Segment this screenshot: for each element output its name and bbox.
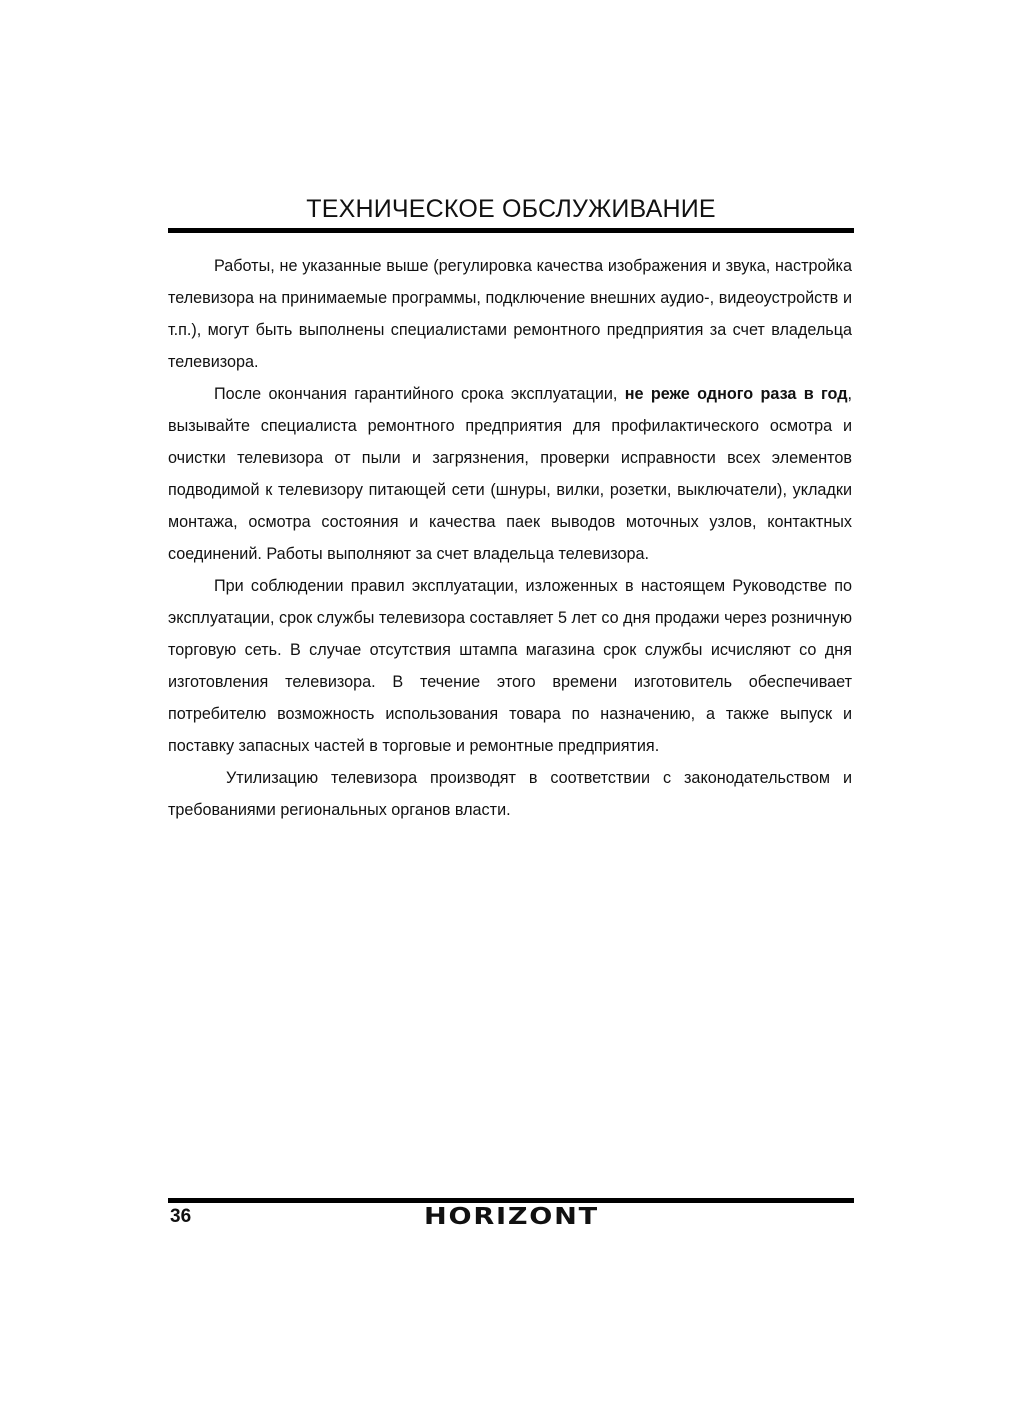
paragraph-disposal: Утилизацию телевизора производят в соответствии с законодательством и требованиями региональных органов власти. xyxy=(168,769,852,819)
page-title: ТЕХНИЧЕСКОЕ ОБСЛУЖИВАНИЕ xyxy=(306,195,716,223)
body-text xyxy=(168,250,852,826)
page-number: 36 xyxy=(170,1206,192,1227)
title-divider xyxy=(168,228,854,233)
paragraph-repair-works: Работы, не указанные выше (регулировка качества изображения и звука, настройка телевизора на принимаемые программы, подключение внешних аудио-, видеоустройств и т.п.), могут быть выполнены специалистами ремонтного предприятия за счет владельца телевизора. xyxy=(168,257,852,371)
maintenance-text-end: , вызывайте специалиста ремонтного предприятия для профилактического осмотра и очистки телевизора от пыли и загрязнения, проверки исправности всех элементов подводимой к телевизору питающей сети (шнуры, вилки, розетки, выключатели), укладки монтажа, осмотра состояния и качества паек выводов моточных узлов, контактных соединений. Работы выполняют за счет владельца телевизора. xyxy=(168,385,852,563)
brand-logo: HORIZONT xyxy=(424,1204,599,1230)
footer-divider xyxy=(168,1198,854,1203)
paragraph-service-life: При соблюдении правил эксплуатации, изложенных в настоящем Руководстве по эксплуатации, срок службы телевизора составляет 5 лет со дня продажи через розничную торговую сеть. В случае отсутствия штампа магазина срок службы исчисляют со дня изготовления телевизора. В течение этого времени изготовитель обеспечивает потребителю возможность использования товара по назначению, а также выпуск и поставку запасных частей в торговые и ремонтные предприятия. xyxy=(168,577,852,755)
paragraph-maintenance xyxy=(168,378,852,570)
maintenance-text-start: После окончания гарантийного срока эксплуатации, xyxy=(214,385,625,403)
maintenance-frequency-emphasis: не реже одного раза в год xyxy=(624,385,848,403)
